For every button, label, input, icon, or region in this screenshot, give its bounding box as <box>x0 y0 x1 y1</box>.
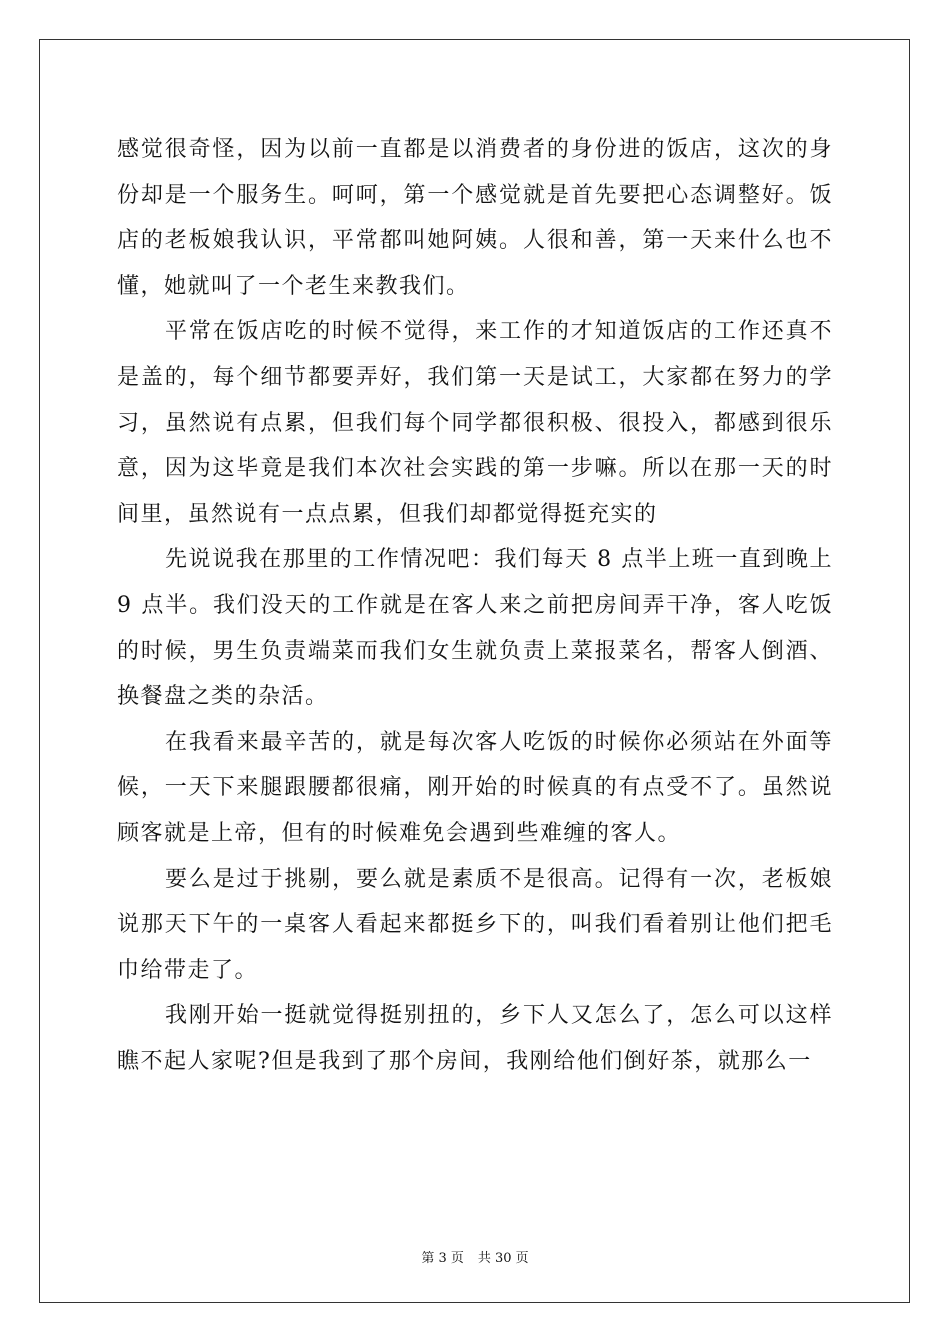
document-body <box>117 127 833 1084</box>
page-number: 第 3 页 <box>421 1251 464 1266</box>
paragraph-5: 要么是过于挑剔，要么就是素质不是很高。记得有一次，老板娘说那天下午的一桌客人看起来都挺乡下的，叫我们看着别让他们把毛巾给带走了。 <box>117 866 833 983</box>
paragraph-4: 在我看来最辛苦的，就是每次客人吃饭的时候你必须站在外面等候，一天下来腿跟腰都很痛，刚开始的时候真的有点受不了。虽然说顾客就是上帝，但有的时候难免会遇到些难缠的客人。 <box>117 729 833 846</box>
paragraph-2: 平常在饭店吃的时候不觉得，来工作的才知道饭店的工作还真不是盖的，每个细节都要弄好，我们第一天是试工，大家都在努力的学习，虽然说有点累，但我们每个同学都很积极、很投入，都感到很乐意，因为这毕竟是我们本次社会实践的第一步嘛。所以在那一天的时间里，虽然说有一点点累，但我们却都觉得挺充实的 <box>117 319 833 527</box>
page-total: 共 30 页 <box>477 1251 529 1266</box>
paragraph-1: 感觉很奇怪，因为以前一直都是以消费者的身份进的饭店，这次的身份却是一个服务生。呵呵，第一个感觉就是首先要把心态调整好。饭店的老板娘我认识，平常都叫她阿姨。人很和善，第一天来什么也不懂，她就叫了一个老生来教我们。 <box>117 137 833 299</box>
paragraph-3: 先说说我在那里的工作情况吧：我们每天 8 点半上班一直到晚上 9 点半。我们没天的工作就是在客人来之前把房间弄干净，客人吃饭的时候，男生负责端菜而我们女生就负责上菜报菜名，帮客人倒酒、换餐盘之类的杂活。 <box>117 547 833 710</box>
page-footer <box>0 1247 950 1266</box>
paragraph-6: 我刚开始一挺就觉得挺别扭的，乡下人又怎么了，怎么可以这样瞧不起人家呢?但是我到了那个房间，我刚给他们倒好茶，就那么一 <box>117 1003 833 1074</box>
